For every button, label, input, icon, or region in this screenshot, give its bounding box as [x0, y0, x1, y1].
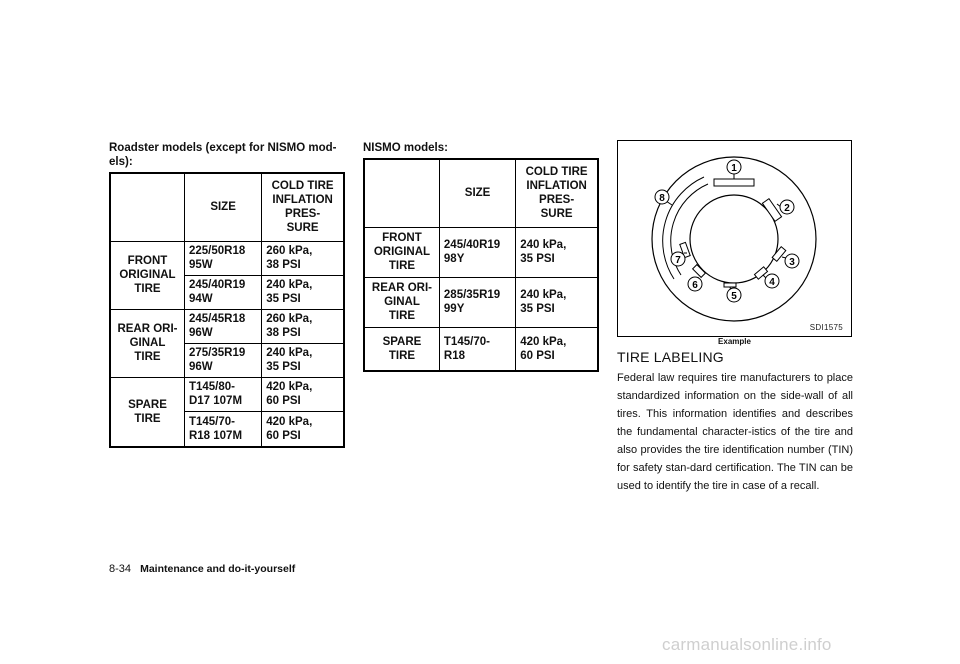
pressure-cell: 240 kPa, 35 PSI: [262, 275, 344, 309]
nismo-tire-table: [363, 158, 599, 372]
marking-box: [714, 179, 754, 186]
position-cell: REAR ORI- GINAL TIRE: [110, 309, 184, 377]
pressure-cell: 240 kPa, 35 PSI: [516, 227, 598, 277]
marking-box: [724, 283, 736, 287]
svg-text:6: 6: [692, 280, 698, 291]
size-cell: T145/80- D17 107M: [184, 377, 261, 411]
table-row: [110, 241, 344, 275]
svg-text:3: 3: [789, 257, 795, 268]
pressure-cell: 260 kPa, 38 PSI: [262, 241, 344, 275]
table-row: [110, 309, 344, 343]
callout-2: [780, 200, 794, 214]
callout-4: [765, 274, 779, 288]
tire-sidewall-diagram: [618, 141, 851, 336]
header-size: SIZE: [439, 159, 515, 227]
section-body: Federal law requires tire manufacturers to place standardized information on the side-wall of all tires. This information identifies and describes the fundamental character-istics of the tire and also provides the tire identification number (TIN) for safety stan-dard certification. The TIN can be used to identify the tire in case of a recall.: [617, 372, 853, 492]
svg-text:2: 2: [784, 203, 790, 214]
watermark: carmanualsonline.info: [662, 635, 832, 654]
section-title: TIRE LABELING: [617, 349, 724, 365]
size-cell: 275/35R19 96W: [184, 343, 261, 377]
callout-5: [727, 288, 741, 302]
size-cell: 245/40R19 98Y: [439, 227, 515, 277]
header-blank-cell: [110, 173, 184, 241]
position-cell: FRONT ORIGINAL TIRE: [110, 241, 184, 309]
callout-7: [671, 252, 685, 266]
pressure-cell: 260 kPa, 38 PSI: [262, 309, 344, 343]
pressure-cell: 420 kPa, 60 PSI: [262, 411, 344, 447]
roadster-tire-table: [109, 172, 345, 448]
nismo-caption: NISMO models:: [363, 142, 448, 154]
header-cold-tire-inflation: COLD TIRE INFLATION PRES- SURE: [516, 159, 598, 227]
tire-label-figure: [617, 140, 852, 337]
position-cell: REAR ORI- GINAL TIRE: [364, 277, 439, 327]
page-number: 8-34: [109, 563, 132, 575]
callout-3: [785, 254, 799, 268]
callout-8: [655, 190, 669, 204]
size-cell: T145/70- R18: [439, 327, 515, 371]
svg-text:4: 4: [769, 277, 775, 288]
position-cell: FRONT ORIGINAL TIRE: [364, 227, 439, 277]
size-cell: 225/50R18 95W: [184, 241, 261, 275]
svg-text:8: 8: [659, 193, 665, 204]
marking-box: [693, 265, 706, 278]
svg-text:1: 1: [731, 163, 737, 174]
size-cell: 245/45R18 96W: [184, 309, 261, 343]
table-row: [110, 377, 344, 411]
svg-text:7: 7: [675, 255, 681, 266]
table-row: [364, 327, 598, 371]
callout-6: [688, 277, 702, 291]
header-blank-cell: [364, 159, 439, 227]
size-cell: 285/35R19 99Y: [439, 277, 515, 327]
header-cold-tire-inflation: COLD TIRE INFLATION PRES- SURE: [262, 173, 344, 241]
footer-section-title: Maintenance and do-it-yourself: [140, 563, 296, 575]
page-footer: [109, 563, 295, 575]
table-row: [364, 277, 598, 327]
pressure-cell: 240 kPa, 35 PSI: [262, 343, 344, 377]
roadster-caption: Roadster models (except for NISMO mod- els):: [109, 142, 337, 168]
size-cell: 245/40R19 94W: [184, 275, 261, 309]
position-cell: SPARE TIRE: [364, 327, 439, 371]
table-header-row: [110, 173, 344, 241]
position-cell: SPARE TIRE: [110, 377, 184, 447]
callout-1: [727, 160, 741, 174]
table-row: [364, 227, 598, 277]
pressure-cell: 420 kPa, 60 PSI: [262, 377, 344, 411]
header-size: SIZE: [184, 173, 261, 241]
figure-code: SDI1575: [809, 323, 843, 332]
figure-caption: Example: [718, 337, 751, 346]
svg-text:5: 5: [731, 291, 737, 302]
marking-box: [772, 247, 786, 262]
table-header-row: [364, 159, 598, 227]
pressure-cell: 420 kPa, 60 PSI: [516, 327, 598, 371]
size-cell: T145/70- R18 107M: [184, 411, 261, 447]
pressure-cell: 240 kPa, 35 PSI: [516, 277, 598, 327]
